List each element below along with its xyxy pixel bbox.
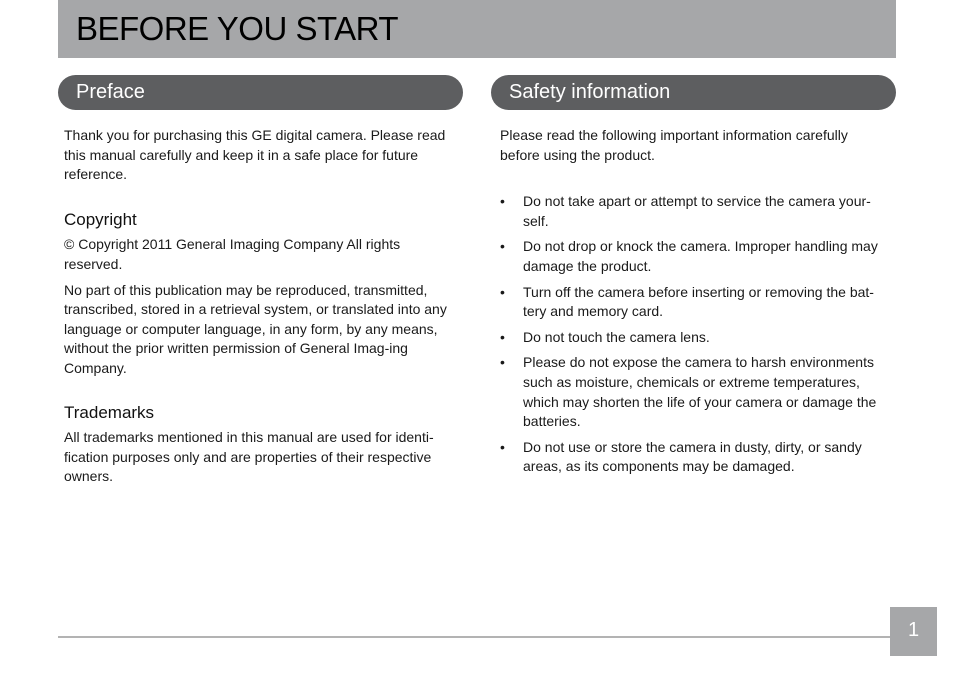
list-item: • Do not touch the camera lens. [500, 328, 885, 348]
preface-intro: Thank you for purchasing this GE digital camera. Please read this manual carefully and keep it in a safe place for future reference. [64, 127, 446, 183]
trademarks-paragraph: All trademarks mentioned in this manual are used for identi-fication purposes only and are properties of their respective owners. [64, 429, 434, 485]
list-item: • Turn off the camera before inserting or removing the bat-tery and memory card. [500, 283, 874, 320]
page-number-badge [890, 607, 937, 656]
safety-list [500, 192, 885, 477]
bullet-icon: • [500, 238, 505, 255]
trademarks-heading: Trademarks [64, 402, 155, 422]
bullet-icon: • [500, 438, 505, 455]
footer-divider [58, 636, 890, 638]
safety-column [500, 126, 885, 483]
page-title: BEFORE YOU START [76, 10, 399, 47]
preface-heading-pill [58, 75, 463, 110]
safety-intro: Please read the following important information carefully before using the product. [500, 127, 848, 163]
bullet-icon: • [500, 328, 505, 345]
list-item: • Do not take apart or attempt to service the camera your-self. [500, 193, 871, 229]
list-item: • Please do not expose the camera to harsh environments such as moisture, chemicals or extreme temperatures, which may shorten the life of your camera or damage the batteries. [500, 354, 877, 430]
preface-heading: Preface [76, 81, 145, 103]
copyright-section [64, 210, 454, 379]
copyright-paragraph-2: No part of this publication may be reproduced, transmitted, transcribed, stored in a retrieval system, or translated into any language or computer language, in any form, by any means, without the prior written permission of General Imag-ing Company. [64, 281, 447, 376]
list-item: • Do not use or store the camera in dusty, dirty, or sandy areas, as its components may be damaged. [500, 438, 862, 475]
safety-heading: Safety information [509, 81, 671, 103]
trademarks-section [64, 403, 454, 487]
safety-heading-pill [491, 75, 896, 110]
page-header-bar [58, 0, 896, 58]
bullet-icon: • [500, 354, 505, 371]
page-number: 1 [907, 619, 920, 641]
bullet-icon: • [500, 283, 505, 300]
list-item: • Do not drop or knock the camera. Improper handling may damage the product. [500, 238, 878, 274]
copyright-paragraph-1: © Copyright 2011 General Imaging Company All rights reserved. [64, 236, 401, 272]
preface-column [64, 126, 454, 487]
copyright-heading: Copyright [64, 209, 137, 229]
bullet-icon: • [500, 193, 505, 210]
